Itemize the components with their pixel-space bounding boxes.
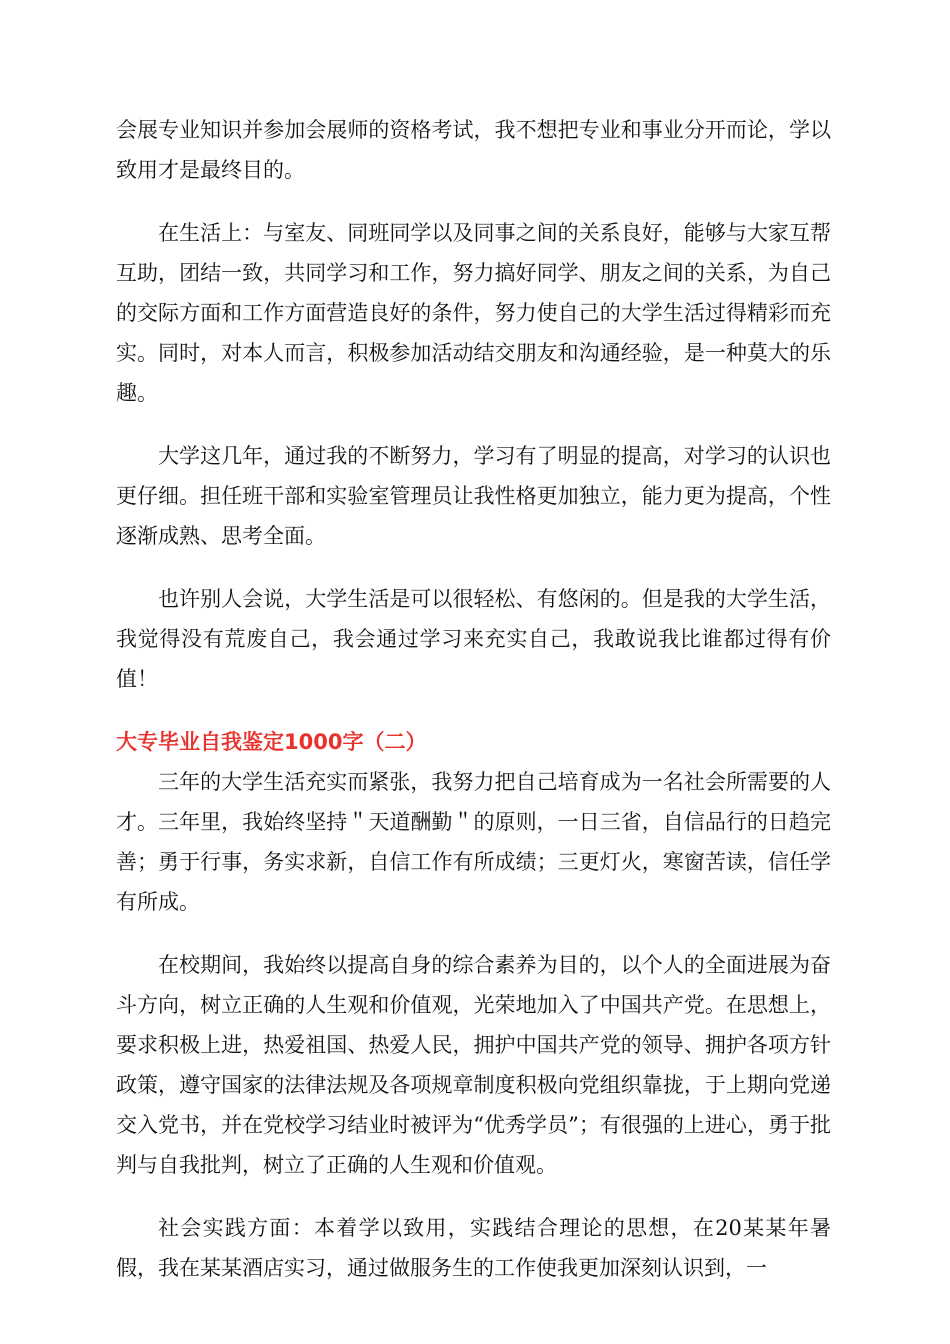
section-heading: 大专毕业自我鉴定1000字（二）	[116, 730, 427, 754]
paragraph: 在生活上：与室友、同班同学以及同事之间的关系良好，能够与大家互帮互助，团结一致，共同学习和工作，努力搞好同学、朋友之间的关系，为自己的交际方面和工作方面营造良好的条件，努力使自己的大学生活过得精彩而充实。同时，对本人而言，积极参加活动结交朋友和沟通经验，是一种莫大的乐趣。	[116, 221, 831, 405]
paragraph: 会展专业知识并参加会展师的资格考试，我不想把专业和事业分开而论，学以致用才是最终目的。	[116, 118, 831, 182]
paragraph: 三年的大学生活充实而紧张，我努力把自己培育成为一名社会所需要的人才。三年里，我始终坚持＂天道酬勤＂的原则，一日三省，自信品行的日趋完善；勇于行事，务实求新，自信工作有所成绩；三更灯火，寒窗苦读，信任学有所成。	[116, 770, 831, 914]
paragraphs-before-heading	[116, 110, 831, 699]
paragraph: 大学这几年，通过我的不断努力，学习有了明显的提高，对学习的认识也更仔细。担任班干部和实验室管理员让我性格更加独立，能力更为提高，个性逐渐成熟、思考全面。	[116, 444, 831, 548]
document-body	[116, 110, 831, 1311]
paragraphs-after-heading	[116, 762, 831, 1288]
paragraph: 社会实践方面：本着学以致用，实践结合理论的思想，在20某某年暑假，我在某某酒店实习，通过做服务生的工作使我更加深刻认识到，一	[116, 1216, 831, 1280]
paragraph: 在校期间，我始终以提高自身的综合素养为目的，以个人的全面进展为奋斗方向，树立正确的人生观和价值观，光荣地加入了中国共产党。在思想上，要求积极上进，热爱祖国、热爱人民，拥护中国共产党的领导、拥护各项方针政策，遵守国家的法律法规及各项规章制度积极向党组织靠拢，于上期向党递交入党书，并在党校学习结业时被评为“优秀学员”；有很强的上进心，勇于批判与自我批判，树立了正确的人生观和价值观。	[116, 953, 831, 1177]
paragraph: 也许别人会说，大学生活是可以很轻松、有悠闲的。但是我的大学生活，我觉得没有荒废自己，我会通过学习来充实自己，我敢说我比谁都过得有价值！	[116, 587, 831, 691]
